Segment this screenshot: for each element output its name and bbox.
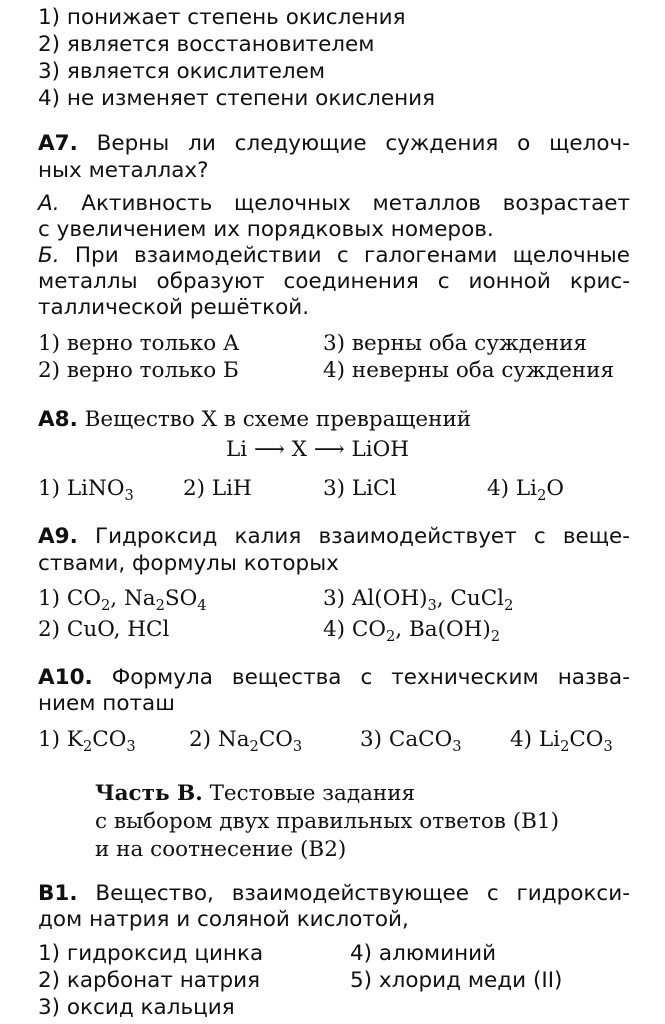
b1-question-text: Вещество, взаимодействующее с гидрокси-: [95, 881, 630, 906]
a7-statement-b-line-2: металлы образуют соединения с ионной крис-: [38, 269, 630, 294]
a8-option-4: 4) $Li_2O$: [487, 476, 564, 505]
a7-question-text: Верны ли следующие суждения о щелоч-: [96, 131, 630, 156]
b1-option-1: 1) гидроксид цинка: [38, 941, 264, 966]
a8-option-3: 3) LiCl: [323, 476, 397, 501]
a9-question-line-1: [38, 523, 630, 550]
a8-question: [38, 406, 471, 433]
a7-question-line-2: ных металлах?: [38, 158, 209, 183]
a9-option-3: 3) $Al(OH)_3$, CuCl$_2$: [323, 586, 514, 615]
b1-question-line-1: [38, 880, 630, 907]
a7-option-4: 4) неверны оба суждения: [323, 358, 615, 383]
a8-number: А8.: [38, 407, 78, 432]
a9-option-1: 1) $CO_2$, $Na_2SO_4$: [38, 586, 207, 615]
part-b-title: Часть В.: [95, 781, 203, 806]
b1-option-3: 3) оксид кальция: [38, 995, 235, 1020]
b1-option-4: 4) алюминий: [350, 941, 497, 966]
a7-option-1: 1) верно только А: [38, 331, 240, 356]
a7-statement-b-label: Б.: [38, 243, 60, 268]
a10-option-3: 3) CaCO$_3$: [360, 727, 462, 756]
b1-number: В1.: [38, 881, 78, 906]
a10-question-line-1: [38, 664, 630, 691]
a8-scheme-start: Li: [226, 437, 248, 462]
a6-option-2: 2) является восстановителем: [38, 32, 375, 57]
a10-question-text: Формула вещества с техническим назва-: [111, 665, 630, 690]
a8-scheme-end: LiOH: [351, 437, 410, 462]
part-b-heading-line-2: с выбором двух правильных ответов (В1): [95, 809, 560, 834]
a10-question-line-2: нием поташ: [38, 691, 175, 716]
a8-scheme-arrow-2: ⟶: [313, 437, 345, 462]
a7-option-2: 2) верно только Б: [38, 358, 239, 383]
a8-question-text: Вещество X в схеме превращений: [84, 407, 472, 432]
a7-statement-b-line-3: таллической решёткой.: [38, 295, 310, 320]
a9-number: А9.: [38, 524, 78, 549]
a6-option-3: 3) является окислителем: [38, 59, 326, 84]
a6-option-1: 1) понижает степень окисления: [38, 5, 406, 30]
a7-statement-b-text: При взаимодействии с галогенами щелочные: [74, 243, 630, 268]
part-b-subtitle: Тестовые задания: [209, 781, 416, 806]
a8-scheme-arrow-1: ⟶: [254, 437, 285, 462]
a8-option-1: 1) LiNO$_3$: [38, 476, 134, 505]
a8-scheme: [226, 436, 409, 463]
a7-statement-a-label: А.: [38, 191, 60, 216]
a9-question-text: Гидроксид калия взаимодействует с веще-: [94, 524, 630, 549]
a6-option-4: 4) не изменяет степени окисления: [38, 86, 436, 111]
a7-option-3: 3) верны оба суждения: [323, 331, 587, 356]
a9-option-2: 2) CuO, HCl: [38, 617, 170, 642]
a9-option-4: 4) $CO_2$, $Ba(OH)_2$: [323, 617, 501, 646]
a7-statement-a-line-2: с увеличением их порядковых номеров.: [38, 217, 494, 242]
a8-option-2: 2) LiH: [183, 476, 252, 501]
a7-statement-a-text: Активность щелочных металлов возрастает: [81, 191, 630, 216]
a7-statement-b-line-1: [38, 242, 630, 269]
b1-option-2: 2) карбонат натрия: [38, 968, 261, 993]
a8-scheme-mid: X: [291, 437, 307, 462]
b1-question-line-2: дом натрия и соляной кислотой,: [38, 907, 409, 932]
part-b-heading-line-1: [95, 780, 415, 807]
a10-option-1: 1) $K_2CO_3$: [38, 727, 136, 756]
part-b-heading-line-3: и на соотнесение (В2): [95, 837, 347, 862]
a9-question-line-2: ствами, формулы которых: [38, 551, 339, 576]
a10-option-2: 2) $Na_2CO_3$: [189, 727, 303, 756]
b1-option-5: 5) хлорид меди (II): [350, 968, 563, 993]
a7-statement-a-line-1: [38, 190, 630, 217]
a7-number: А7.: [38, 131, 78, 156]
a10-option-4: 4) $Li_2CO_3$: [510, 727, 613, 756]
a10-number: А10.: [38, 665, 93, 690]
a7-question-line-1: [38, 130, 630, 157]
